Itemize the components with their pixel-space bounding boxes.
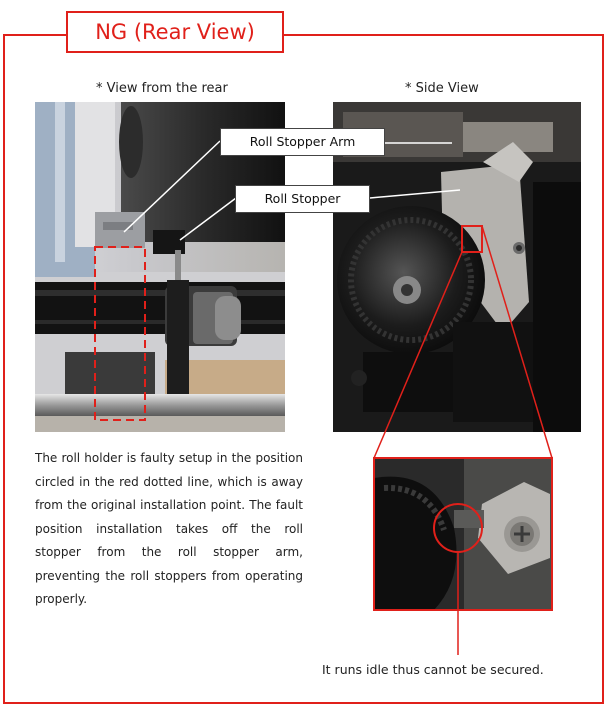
caption-side-view: * Side View xyxy=(405,81,479,96)
zoomed-detail-photo xyxy=(374,458,552,610)
page-title: NG (Rear View) xyxy=(66,11,284,53)
callout-roll-stopper-arm: Roll Stopper Arm xyxy=(220,128,385,156)
idle-note: It runs idle thus cannot be secured. xyxy=(322,662,544,677)
description-text: The roll holder is faulty setup in the position circled in the red dotted line, which is away from the original installation point. The fault position installation takes off the roll stopper from the roll stopper arm, preventing the roll stoppers from operating properly. xyxy=(35,451,303,606)
caption-rear-view: * View from the rear xyxy=(96,81,228,96)
callout-roll-stopper: Roll Stopper xyxy=(235,185,370,213)
